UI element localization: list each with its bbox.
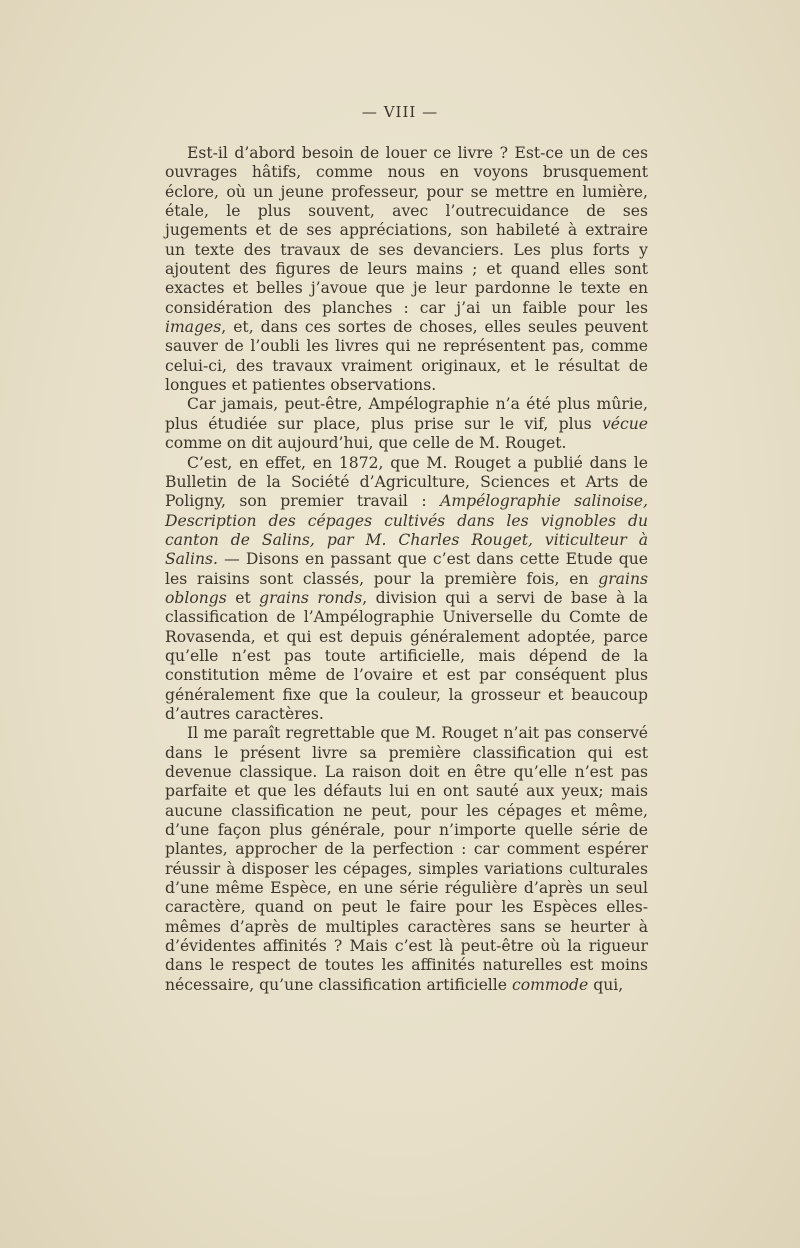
italic-text: grains ronds — [259, 588, 363, 607]
page-number: — VIII — — [361, 103, 439, 121]
paragraph — [165, 724, 648, 995]
text-run: Car jamais, peut-être, Ampélographie n’a été plus mûrie, plus étudiée sur place, plus prise sur le vif, plus — [165, 395, 648, 433]
italic-text: vécue — [601, 414, 648, 433]
italic-text: grains oblongs — [165, 569, 648, 607]
italic-text: images — [165, 318, 222, 337]
paragraph — [165, 454, 648, 725]
body-text — [165, 144, 648, 995]
text-run: Est-il d’abord besoin de louer ce livre ? Est-ce un de ces ouvrages hâtifs, comme nous en voyons brusquement éclore, où un jeune professeur, pour se mettre en lumière, étale, le plus souvent, avec l’outrecuidance de ses jugements et de ses appréciations, son habileté à extraire un texte des travaux de ses devanciers. Les plus forts y ajoutent des figures de leurs mains ; et quand elles sont exactes et belles j’avoue que je leur pardonne le texte en considération des planches : car j’ai un faible pour les — [165, 144, 648, 317]
italic-text: Ampélographie salinoise, Description des cépages cultivés dans les vignobles du canton de Salins, par M. Charles Rouget, viticulteur à Salins. — [165, 492, 648, 569]
paragraph — [165, 395, 648, 453]
text-run: Il me paraît regrettable que M. Rouget n’ait pas conservé dans le présent livre sa première classification qui est devenue classique. La raison doit en être qu’elle n’est pas parfaite et que les défauts lui en ont sauté aux yeux; mais aucune classification ne peut, pour les cépages et même, d’une façon plus générale, pour n’importe quelle série de plantes, approcher de la perfection : car comment espérer réussir à disposer les cépages, simples variations culturales d’une même Espèce, en une série régulière d’après un seul caractère, quand on peut le faire pour les Espèces elles-mêmes d’après de multiples caractères sans se heurter à d’évidentes affinités ? Mais c’est là peut-être où la rigueur dans le respect de toutes les affinités naturelles est moins nécessaire, qu’une classification artificielle — [165, 724, 648, 994]
text-run: C’est, en effet, en 1872, que M. Rouget a publié dans le Bulletin de la Société d’Agriculture, Sciences et Arts de Poligny, son premier travail : — [165, 453, 648, 511]
text-run: et — [226, 588, 260, 607]
text-run: — Disons en passant que c’est dans cette Etude que les raisins sont classés, pour la première fois, en — [165, 550, 648, 588]
italic-text: commode — [511, 975, 589, 994]
text-run: , et, dans ces sortes de choses, elles seules peuvent sauver de l’oubli les livres qui ne représentent pas, comme celui-ci, des travaux vraiment originaux, et le résultat de longues et patientes observations. — [165, 318, 648, 395]
text-run: qui, — [588, 975, 624, 994]
paragraph — [165, 144, 648, 395]
text-run: comme on dit aujourd’hui, que celle de M. Rouget. — [165, 434, 567, 453]
text-run: , division qui a servi de base à la classification de l’Ampélographie Universelle du Comte de Rovasenda, et qui est depuis généralement adoptée, parce qu’elle n’est pas toute artificielle, mais dépend de la constitution même de l’ovaire et est par conséquent plus généralement fixe que la couleur, la grosseur et beaucoup d’autres caractères. — [165, 588, 648, 723]
